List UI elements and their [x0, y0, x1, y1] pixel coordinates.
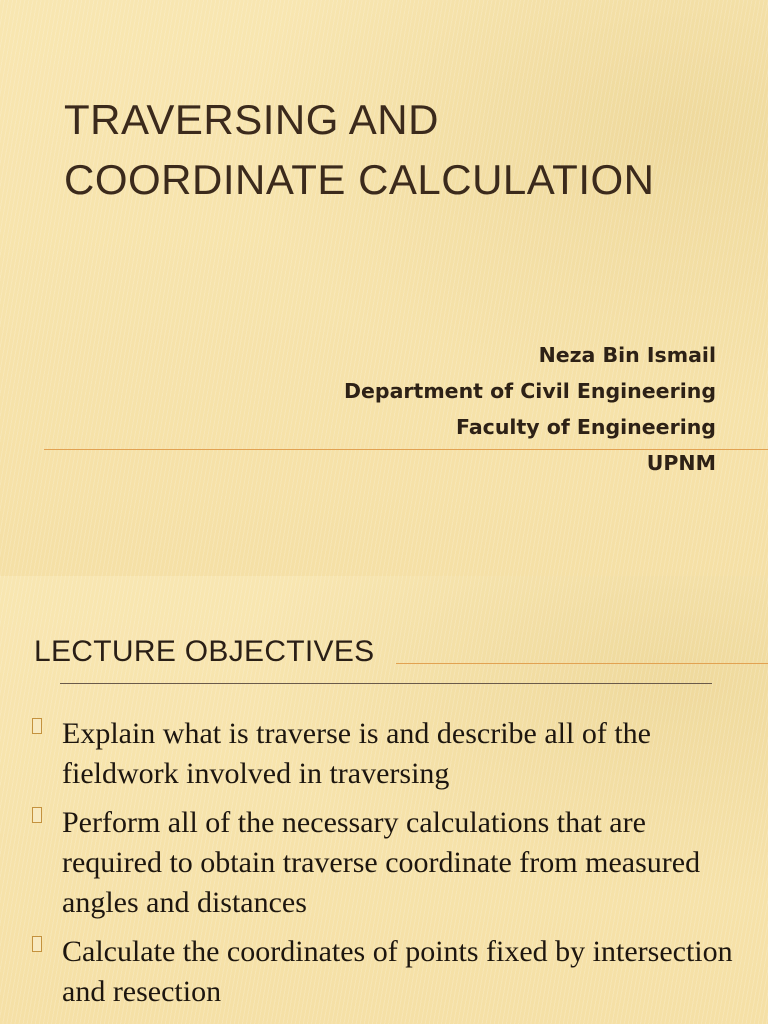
slide-heading: LECTURE OBJECTIVES: [34, 635, 375, 668]
objectives-slide: [0, 576, 768, 1024]
bullet-text: Perform all of the necessary calculations that are required to obtain traverse coordinate from measured angles and distances: [62, 806, 701, 919]
square-bullet-icon: [32, 936, 42, 952]
objectives-list: [0, 714, 768, 1021]
bullet-text: Calculate the coordinates of points fixed by intersection and resection: [62, 935, 733, 1008]
faculty: Faculty of Engineering: [456, 415, 716, 439]
author-name: Neza Bin Ismail: [538, 343, 716, 367]
list-item: [0, 714, 768, 794]
institution: UPNM: [646, 451, 716, 475]
department: Department of Civil Engineering: [343, 379, 716, 403]
accent-divider: [44, 449, 768, 450]
slide-subtitle: [344, 337, 716, 481]
square-bullet-icon: [32, 807, 42, 823]
accent-divider: [396, 663, 768, 664]
list-item: [0, 932, 768, 1012]
title-line-2: COORDINATE CALCULATION: [64, 156, 655, 203]
list-item: [0, 803, 768, 923]
title-line-1: TRAVERSING AND: [64, 96, 439, 143]
bullet-text: Explain what is traverse is and describe all of the fieldwork involved in traversing: [62, 717, 651, 790]
heading-underline: [60, 683, 712, 684]
square-bullet-icon: [32, 718, 42, 734]
slide-title: [64, 90, 724, 210]
